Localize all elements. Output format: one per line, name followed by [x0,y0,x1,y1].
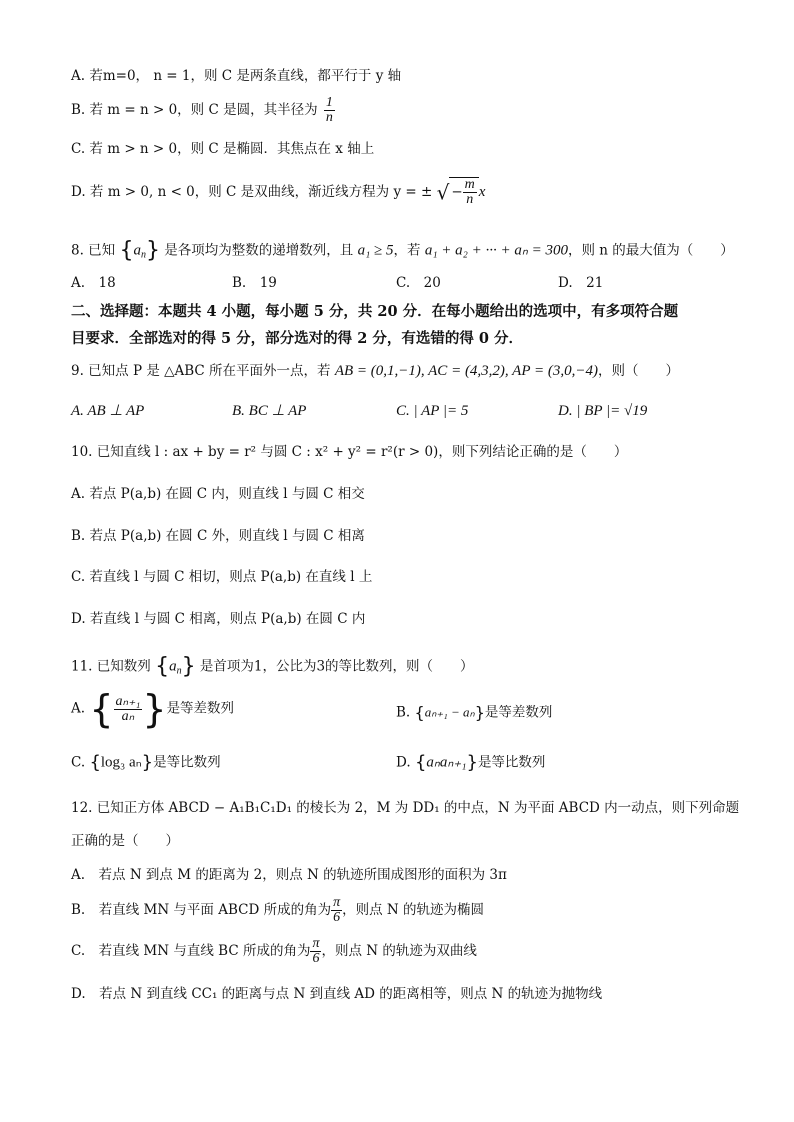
option-text-end: ，则点 N 的轨迹为椭圆 [342,901,485,918]
q12-option-a: A. 若点 N 到点 M 的距离为 2，则点 N 的轨迹所围成图形的面积为 3π [71,867,507,883]
q11-stem-end: 是首项为1，公比为3的等比数列，则（ ） [199,658,474,675]
left-brace-icon: { [414,703,425,722]
left-brace-icon: { [414,752,427,773]
option-text: 是等比数列 [477,754,546,771]
fraction-numerator: π [312,936,320,951]
option-text: C. 若直线 MN 与直线 BC 所成的角为 [71,942,311,959]
fraction-numerator: aₙ₊₁ [115,693,141,709]
fraction-denominator: 6 [310,951,321,966]
fraction-denominator: aₙ [114,709,143,724]
q7-option-b-fraction [324,96,335,125]
q7-option-d-tail: x [478,184,486,200]
right-brace-icon: } [141,752,154,773]
option-text: 是等差数列 [166,700,235,717]
q8-stem-end: ，则 n 的最大值为（ ） [567,242,734,259]
q9-option-c: C. | AP |= 5 [396,403,469,419]
q8-stem-start: 8. 已知 [71,242,116,259]
left-brace-icon: { [155,654,170,679]
q7-option-a: A. 若m=0， n = 1，则 C 是两条直线，都平行于 y 轴 [71,68,402,84]
q8-sum: a₁ + a₂ + ··· + aₙ = 300 [424,242,568,259]
left-brace-icon: { [89,687,114,731]
right-brace-icon: } [181,654,196,679]
q9-stem-tail: ，则（ ） [597,363,679,379]
fraction-numerator: 1 [325,95,333,110]
q11-option-c [71,754,221,772]
q8-stem-middle: 是各项均为整数的递增数列，且 [164,242,354,259]
q11-option-a-fraction [114,695,143,724]
right-brace-icon: } [474,703,485,722]
q12-option-c [71,937,477,966]
fraction-denominator: n [325,110,333,125]
right-brace-icon: } [466,752,478,773]
left-brace-icon: { [119,238,134,263]
fraction-denominator: 6 [331,910,342,925]
q7-option-c: C. 若 m > n > 0，则 C 是椭圆．其焦点在 x 轴上 [71,141,375,157]
q8-option-d: D. 21 [558,275,604,291]
q12-option-b [71,896,484,925]
q11-stem: 11. 已知数列 $\{a_n\}$ 是首项为1，公比为3的等比数列，则（ ） [71,654,474,679]
q8-option-c: C. 20 [396,275,441,291]
q10-option-b: B. 若点 P(a,b) 在圆 C 外，则直线 l 与圆 C 相离 [71,528,365,544]
option-text: B. 若直线 MN 与平面 ABCD 所成的角为 [71,901,332,918]
q7-option-d-radicand: − $\frac{m}{n}$ [449,177,478,207]
q8-option-b: B. 19 [232,275,277,291]
section-heading-line1: 二、选择题：本题共 4 小题，每小题 5 分，共 20 分．在每小题给出的选项中，有多项符合题 [71,303,679,320]
fraction-numerator: m [464,177,475,192]
right-brace-icon: } [142,687,167,731]
q9-option-d: D. | BP |= √19 [558,403,648,419]
option-label: B. [396,704,411,721]
right-brace-icon: } [145,238,160,263]
option-expression: aₙaₙ₊₁ [426,754,467,771]
option-label: C. [71,754,86,771]
q11-option-b [396,705,552,721]
q7-option-b-text: B. 若 m = n > 0，则 C 是圆，其半径为 [71,102,318,118]
q8-sequence: a [133,242,141,259]
option-text: 是等比数列 [153,754,221,771]
option-text-end: ，则点 N 的轨迹为双曲线 [321,942,477,959]
q8-option-a: A. 18 [71,275,116,291]
option-label: A. [71,700,86,717]
q12-option-b-fraction [331,896,342,925]
q11-stem-start: 11. 已知数列 [71,658,151,675]
option-expression: log₃ aₙ [100,754,142,771]
fraction-denominator: n [463,192,477,207]
q10-option-d: D. 若直线 l 与圆 C 相离，则点 P(a,b) 在圆 C 内 [71,611,366,627]
option-expression: aₙ₊₁ − aₙ [424,704,475,720]
q9-option-b: B. BC ⊥ AP [232,403,307,419]
q8-stem-if: ，若 [393,242,421,259]
q12-option-d: D. 若点 N 到直线 CC₁ 的距离与点 N 到直线 AD 的距离相等，则点 N 的轨迹为抛物线 [71,986,603,1002]
q9-stem-text: 9. 已知点 P 是 △ABC 所在平面外一点，若 [71,363,331,379]
q8-stem: 8. 已知 $\{a_n\}$ 是各项均为整数的递增数列，且 a₁ ≥ 5，若 a₁ + a₂ + ··· + aₙ = 300，则 n 的最大值为（ ） [71,238,734,263]
left-brace-icon: { [89,752,101,773]
q9-option-a: A. AB ⊥ AP [71,403,145,419]
q12-option-c-fraction [310,937,321,966]
option-label: D. [396,754,411,771]
q7-option-b [71,96,335,125]
q7-option-d-fraction [463,178,477,207]
fraction-numerator: π [333,895,341,910]
q12-stem-line2: 正确的是（ ） [71,833,179,849]
option-text: 是等差数列 [484,704,553,721]
q7-option-d-text: D. 若 m > 0, n < 0，则 C 是双曲线，渐近线方程为 y = ± [71,184,433,200]
q9-stem [71,364,679,379]
sqrt-icon: √ [436,180,450,205]
q10-stem: 10. 已知直线 l : ax + by = r² 与圆 C : x² + y² = r²(r > 0)，则下列结论正确的是（ ） [71,444,628,460]
q10-option-a: A. 若点 P(a,b) 在圆 C 内，则直线 l 与圆 C 相交 [71,486,365,502]
q11-option-d [396,754,545,772]
q12-stem-line1: 12. 已知正方体 ABCD − A₁B₁C₁D₁ 的棱长为 2，M 为 DD₁ 的中点，N 为平面 ABCD 内一动点，则下列命题 [71,800,740,816]
q8-condition: a₁ ≥ 5 [357,242,394,259]
q7-option-d [71,177,485,207]
q11-option-a [71,687,235,731]
q10-option-c: C. 若直线 l 与圆 C 相切，则点 P(a,b) 在直线 l 上 [71,569,373,585]
q9-vectors: AB = (0,1,−1), AC = (4,3,2), AP = (3,0,−4) [334,363,598,379]
section-heading-line2: 目要求．全部选对的得 5 分，部分选对的得 2 分，有选错的得 0 分． [71,330,524,347]
